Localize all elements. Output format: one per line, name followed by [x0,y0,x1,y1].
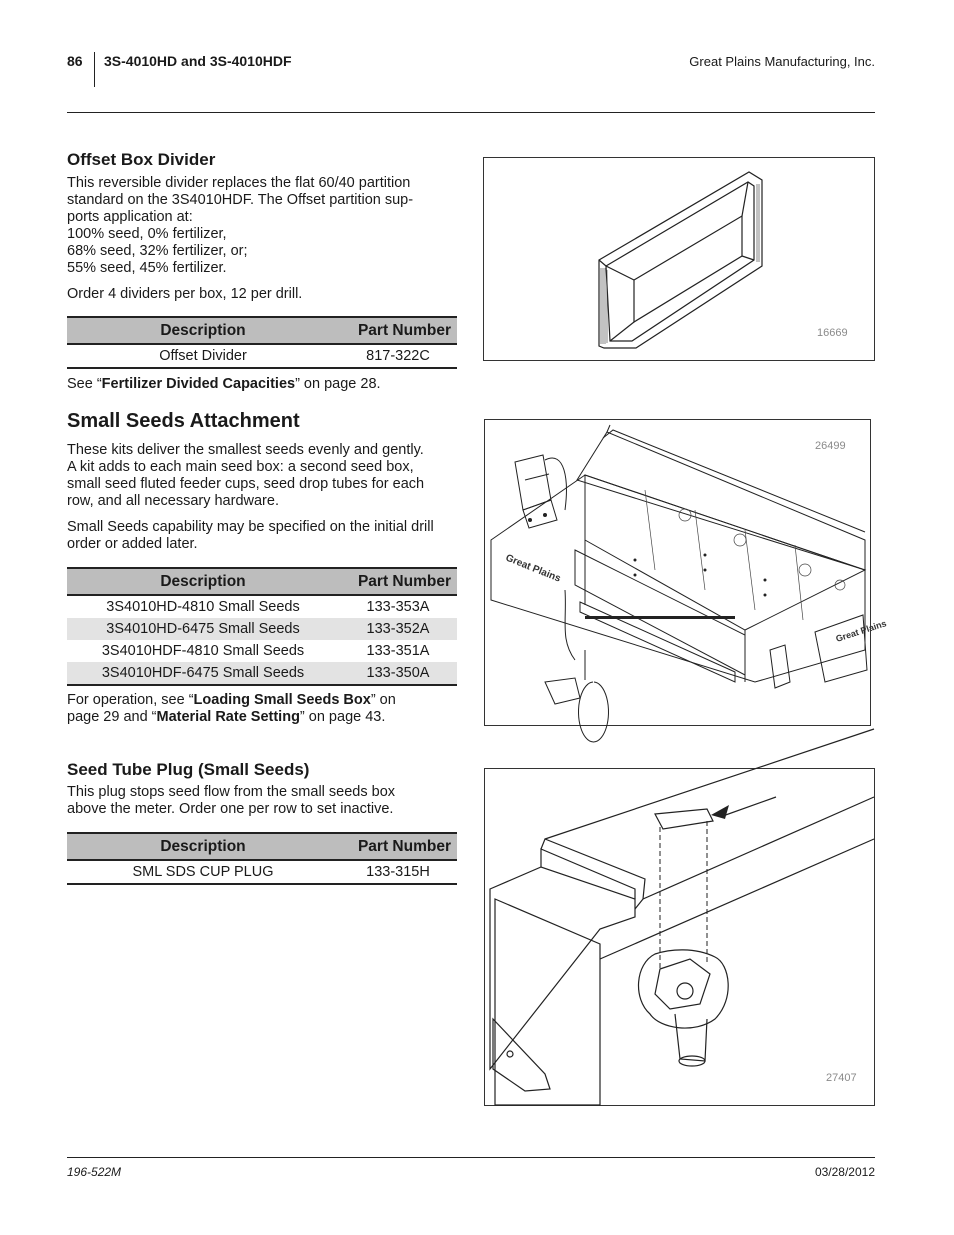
seed-tube-plug-title: Seed Tube Plug (Small Seeds) [67,760,310,779]
paragraph-line: This reversible divider replaces the flat 60/40 partition [67,175,411,191]
small-seeds-illustration [485,420,888,725]
cell-description: 3S4010HD-6475 Small Seeds [67,618,339,640]
paragraph-line: This plug stops seed flow from the small seeds box [67,784,396,800]
paragraph-line: 68% seed, 32% fertilizer, or; [67,243,248,259]
column-header-description: Description [67,317,339,344]
paragraph-line: small seed fluted feeder cups, seed drop tubes for each [67,476,425,492]
cell-part-number: 133-352A [339,618,457,640]
see-suffix: ” on page 28. [295,376,381,392]
offset-box-parts-table [67,316,457,369]
offset-box-title: Offset Box Divider [67,150,216,169]
cell-part-number: 133-353A [366,599,430,615]
seed-tube-plug-parts-table [67,832,457,885]
header-divider [94,52,95,87]
cell-part-number: 817-322C [339,344,457,368]
footer-rule [67,1157,875,1158]
seed-tube-plug-paragraph [67,784,395,818]
paragraph-line: A kit adds to each main seed box: a second seed box, [67,459,414,475]
footer-doc-number: 196-522M [67,1165,122,1179]
cell-description: 3S4010HDF-6475 Small Seeds [67,662,339,685]
table-header-row [67,833,457,860]
small-seeds-title: Small Seeds Attachment [67,410,300,432]
column-header-part-number: Part Number [339,833,457,860]
table-row [67,662,457,685]
op-suffix: ” on page 43. [299,709,386,725]
paragraph-line: order or added later. [67,536,198,552]
column-header-part-number: Part Number [339,317,457,344]
table-row [67,640,457,662]
offset-box-paragraph [67,175,413,277]
paragraph-line: 100% seed, 0% fertilizer, [67,226,227,242]
column-header-part-number: Part Number [339,568,457,595]
offset-box-see-reference [67,376,381,393]
callout-arrowhead [711,805,729,819]
footer-date: 03/28/2012 [814,1165,875,1179]
table-header-row [67,568,457,595]
link-material-rate-setting[interactable]: Material Rate Setting [156,709,300,725]
see-prefix: See “ [67,376,102,392]
table-header-row [67,317,457,344]
figure-logo-left: Great Plains [503,552,563,585]
header-company: Great Plains Manufacturing, Inc. [689,54,875,69]
table-row [67,618,457,640]
figure-number: 16669 [817,327,848,339]
small-seeds-parts-table [67,567,457,686]
cell-part-number: 133-351A [366,643,430,659]
cell-description: Offset Divider [67,344,339,368]
header-model: 3S-4010HD and 3S-4010HDF [104,53,292,69]
offset-divider-illustration [484,158,874,360]
offset-box-order-note: Order 4 dividers per box, 12 per drill. [67,286,303,302]
link-loading-small-seeds-box[interactable]: Loading Small Seeds Box [193,692,371,708]
op-prefix: For operation, see “ [67,692,194,708]
small-seeds-operation-reference [67,692,396,726]
table-row [67,595,457,618]
figure-logo-right: Great Plains [834,618,888,644]
link-fertilizer-divided-capacities[interactable]: Fertilizer Divided Capacities [101,376,296,392]
seed-tube-plug-illustration [485,769,874,1105]
column-header-description: Description [67,568,339,595]
paragraph-line: 55% seed, 45% fertilizer. [67,260,227,276]
paragraph-line: above the meter. Order one per row to set inactive. [67,801,394,817]
small-seeds-figure [484,419,888,726]
cell-description: 3S4010HDF-4810 Small Seeds [101,643,305,659]
seed-tube-plug-figure [484,768,875,1106]
cell-description: SML SDS CUP PLUG [67,860,339,884]
table-row [67,860,457,884]
reference-line [67,709,396,726]
reference-line [67,692,396,709]
paragraph-line: standard on the 3S4010HDF. The Offset partition sup- [67,192,414,208]
paragraph-line: row, and all necessary hardware. [67,493,279,509]
table-row [67,344,457,368]
paragraph-line: Small Seeds capability may be specified on the initial drill [67,519,434,535]
offset-divider-figure [483,157,875,361]
column-header-description: Description [67,833,339,860]
small-seeds-paragraph-1 [67,442,424,510]
cell-part-number: 133-315H [339,860,457,884]
header-rule [67,112,875,113]
paragraph-line: These kits deliver the smallest seeds evenly and gently. [67,442,424,458]
cell-description: 3S4010HD-4810 Small Seeds [106,599,300,615]
page-number: 86 [67,53,83,69]
paragraph-line: ports application at: [67,209,193,225]
figure-number: 26499 [815,440,846,452]
figure-number: 27407 [826,1072,857,1084]
op-suffix: ” on [370,692,396,708]
small-seeds-paragraph-2 [67,519,434,553]
op-prefix: page 29 and “ [67,709,157,725]
cell-part-number: 133-350A [339,662,457,685]
